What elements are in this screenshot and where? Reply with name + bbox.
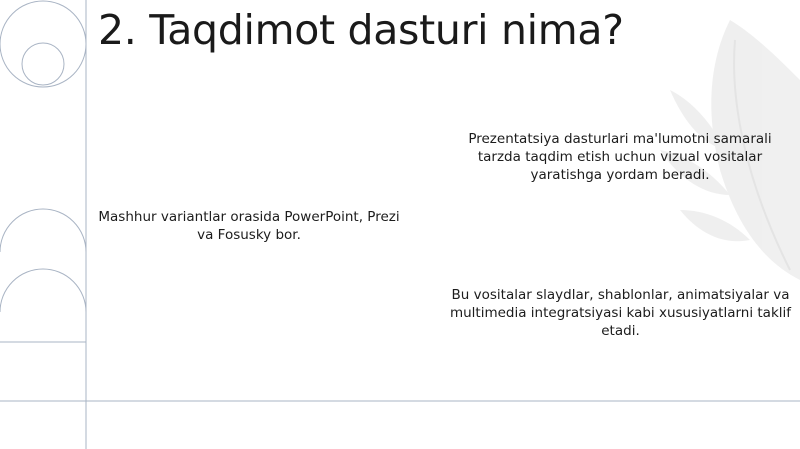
paragraph-features: Bu vositalar slaydlar, shablonlar, animatsiyalar va multimedia integratsiyasi kabi xususiyatlarni taklif etadi. xyxy=(449,287,792,339)
arch-outline-lower xyxy=(0,269,86,312)
large-circle-outline xyxy=(0,1,86,87)
small-circle-outline xyxy=(22,43,64,85)
paragraph-definition: Prezentatsiya dasturlari ma'lumotni samarali tarzda taqdim etish uchun vizual vositalar yaratishga yordam beradi. xyxy=(468,131,772,183)
paragraph-popular-options: Mashhur variantlar orasida PowerPoint, Prezi va Fosusky bor. xyxy=(98,209,400,243)
arch-outline-upper xyxy=(0,209,86,252)
slide-title: 2. Taqdimot dasturi nima? xyxy=(98,6,624,54)
